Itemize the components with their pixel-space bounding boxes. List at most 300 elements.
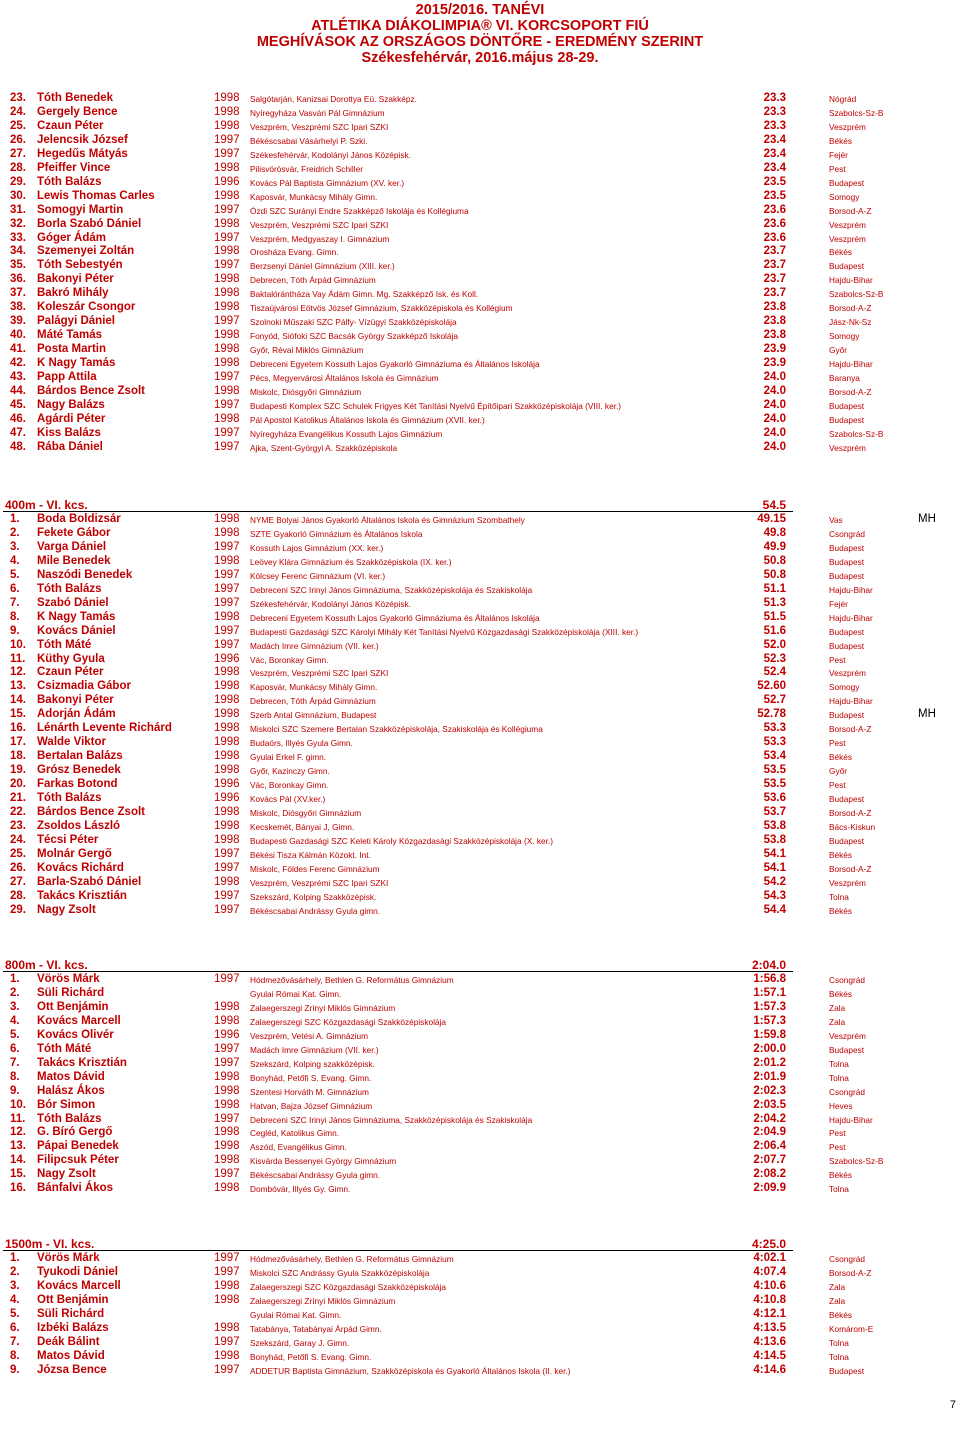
athlete-name: Bakonyi Péter bbox=[37, 694, 114, 707]
school-name: Miskolc, Diósgyőri Gimnázium bbox=[250, 386, 362, 397]
school-name: Székesfehérvár, Kodolányi János Középisk. bbox=[250, 149, 411, 160]
result-time: 54.3 bbox=[763, 889, 786, 902]
county-name: Budapest bbox=[829, 177, 865, 188]
school-name: Leövey Klára Gimnázium és Szakközépiskola (IX. ker.) bbox=[250, 556, 452, 567]
rank-cell: 48. bbox=[10, 440, 26, 453]
rank-cell: 25. bbox=[10, 847, 26, 860]
result-row bbox=[0, 820, 960, 834]
county-name: Budapest bbox=[829, 556, 865, 567]
rank-cell: 29. bbox=[10, 903, 26, 916]
result-row bbox=[0, 148, 960, 162]
school-name: Békéscsabai Vásárhelyi P. Szki. bbox=[250, 135, 368, 146]
birth-year: 1996 bbox=[214, 778, 240, 791]
county-name: Tolna bbox=[829, 1351, 849, 1362]
birth-year: 1997 bbox=[214, 133, 240, 146]
rank-cell: 2. bbox=[10, 1265, 20, 1278]
birth-year: 1998 bbox=[214, 217, 240, 230]
result-row bbox=[0, 792, 960, 806]
result-row bbox=[0, 1364, 960, 1378]
result-time: 23.3 bbox=[763, 92, 786, 104]
result-time: 4:10.8 bbox=[753, 1293, 786, 1306]
rank-cell: 11. bbox=[10, 652, 26, 665]
rank-cell: 13. bbox=[10, 1140, 26, 1153]
birth-year: 1998 bbox=[214, 245, 240, 258]
school-name: Békéscsabai Andrássy Gyula gimn. bbox=[250, 905, 381, 916]
rank-cell: 25. bbox=[10, 119, 26, 132]
result-row bbox=[0, 513, 960, 527]
result-row bbox=[0, 1266, 960, 1280]
athlete-name: Posta Martin bbox=[37, 343, 107, 356]
birth-year: 1997 bbox=[214, 889, 240, 902]
county-name: Zala bbox=[829, 1295, 846, 1306]
birth-year: 1997 bbox=[214, 638, 240, 651]
result-time: 23.6 bbox=[763, 231, 786, 244]
rank-cell: 6. bbox=[10, 582, 20, 595]
county-name: Veszprém bbox=[829, 877, 866, 888]
school-name: Zalaegerszegi SZC Közgazdasági Szakközépiskolája bbox=[250, 1016, 447, 1027]
result-time: 23.6 bbox=[763, 217, 786, 230]
county-name: Borsod-A-Z bbox=[829, 1267, 872, 1278]
school-name: Baktalórántháza Vay Ádám Gimn. Mg. Szakképző Isk. és Koll. bbox=[250, 289, 479, 300]
result-time: 23.7 bbox=[763, 287, 786, 300]
page-number: 7 bbox=[949, 1399, 956, 1411]
county-name: Zala bbox=[829, 1016, 846, 1027]
rank-cell: 31. bbox=[10, 203, 26, 216]
athlete-name: Nagy Balázs bbox=[37, 398, 105, 411]
result-time: 50.8 bbox=[763, 554, 786, 567]
result-time: 23.6 bbox=[763, 203, 786, 216]
county-name: Hajdu-Bihar bbox=[829, 275, 873, 286]
athlete-name: Pápai Benedek bbox=[37, 1140, 119, 1153]
county-name: Békés bbox=[829, 988, 853, 999]
result-row bbox=[0, 1182, 960, 1196]
rank-cell: 14. bbox=[10, 694, 26, 707]
result-time: 2:06.4 bbox=[753, 1140, 786, 1153]
school-name: Kovács Pál Baptista Gimnázium (XV. ker.) bbox=[250, 177, 405, 188]
county-name: Győr bbox=[829, 345, 847, 356]
athlete-name: Kovács Richárd bbox=[37, 861, 124, 874]
result-time: 23.7 bbox=[763, 259, 786, 272]
school-name: Győr, Révai Miklós Gimnázium bbox=[250, 345, 364, 356]
athlete-name: Küthy Gyula bbox=[37, 652, 105, 665]
athlete-name: Kovács Marcell bbox=[37, 1279, 121, 1292]
school-name: Miskolci SZC Andrássy Gyula Szakközépiskolája bbox=[250, 1267, 430, 1278]
result-row bbox=[0, 218, 960, 232]
rank-cell: 15. bbox=[10, 1168, 26, 1181]
county-name: Pest bbox=[829, 780, 846, 791]
school-name: Salgótarján, Kanizsai Dorottya Eü. Szakképz. bbox=[250, 94, 417, 104]
result-time: 49.9 bbox=[763, 540, 786, 553]
result-row bbox=[0, 106, 960, 120]
county-name: Budapest bbox=[829, 835, 865, 846]
rank-cell: 8. bbox=[10, 1070, 20, 1083]
school-name: Zalaegerszegi Zrínyi Miklós Gimnázium bbox=[250, 1295, 396, 1306]
result-time: 52.60 bbox=[757, 680, 786, 693]
birth-year: 1998 bbox=[214, 736, 240, 749]
result-row bbox=[0, 583, 960, 597]
county-name: Nógrád bbox=[829, 94, 857, 104]
result-row bbox=[0, 1029, 960, 1043]
athlete-name: Tóth Sebestyén bbox=[37, 259, 123, 272]
result-row bbox=[0, 1280, 960, 1294]
school-name: Gyulai Erkel F. gimn. bbox=[250, 752, 327, 763]
school-name: Pál Apostol Katolikus Általános Iskola és Gimnázium (XVII. ker.) bbox=[250, 414, 485, 425]
athlete-name: Nagy Zsolt bbox=[37, 903, 96, 916]
school-name: Cegléd, Katolikus Gimn. bbox=[250, 1128, 340, 1139]
rank-cell: 37. bbox=[10, 287, 26, 300]
birth-year: 1997 bbox=[214, 1335, 240, 1348]
athlete-name: Bánfalvi Ákos bbox=[37, 1182, 114, 1195]
result-time: 53.7 bbox=[763, 805, 786, 818]
school-name: Kaposvár, Munkácsy Mihály Gimn. bbox=[250, 682, 378, 693]
rank-cell: 7. bbox=[10, 1056, 20, 1069]
county-name: Somogy bbox=[829, 331, 860, 342]
result-row bbox=[0, 1336, 960, 1350]
result-time: 4:07.4 bbox=[753, 1265, 786, 1278]
county-name: Budapest bbox=[829, 1365, 865, 1376]
birth-year: 1998 bbox=[214, 1084, 240, 1097]
rank-cell: 23. bbox=[10, 819, 26, 832]
school-name: Bonyhád, Petőfi S. Evang. Gimn. bbox=[250, 1351, 372, 1362]
athlete-name: Mile Benedek bbox=[37, 554, 111, 567]
school-name: Madách Imre Gimnázium (VII. ker.) bbox=[250, 640, 379, 651]
birth-year: 1998 bbox=[214, 1000, 240, 1013]
county-name: Fejér bbox=[829, 598, 848, 609]
result-time: 24.0 bbox=[763, 398, 786, 411]
rank-cell: 44. bbox=[10, 384, 26, 397]
athlete-name: Tóth Balázs bbox=[37, 792, 102, 804]
athlete-name: Góger Ádám bbox=[37, 231, 107, 244]
birth-year: 1998 bbox=[214, 1279, 240, 1292]
birth-year: 1997 bbox=[214, 203, 240, 216]
rank-cell: 33. bbox=[10, 231, 26, 244]
rank-cell: 45. bbox=[10, 398, 26, 411]
birth-year: 1998 bbox=[214, 1349, 240, 1362]
result-time: 51.3 bbox=[763, 596, 786, 609]
rank-cell: 8. bbox=[10, 610, 20, 623]
result-time: 53.5 bbox=[763, 764, 786, 777]
school-name: Tatabánya, Tatabányai Árpád Gimn. bbox=[250, 1323, 382, 1334]
section-title: 800m - VI. kcs. bbox=[5, 958, 88, 972]
birth-year: 1997 bbox=[214, 1042, 240, 1055]
county-name: Csongrád bbox=[829, 1254, 865, 1264]
county-name: Pest bbox=[829, 1128, 846, 1139]
result-row bbox=[0, 441, 960, 455]
county-name: Szabolcs-Sz-B bbox=[829, 1156, 884, 1167]
result-row bbox=[0, 639, 960, 653]
county-name: Budapest bbox=[829, 640, 865, 651]
result-row bbox=[0, 1043, 960, 1057]
birth-year: 1996 bbox=[214, 792, 240, 804]
rank-cell: 18. bbox=[10, 750, 26, 763]
rank-cell: 9. bbox=[10, 1363, 20, 1376]
school-name: Budapesti Komplex SZC Schulek Frigyes Két Tanítási Nyelvű Építőipari Szakközépiskolája (VIII. ker.) bbox=[250, 400, 622, 411]
athlete-name: Józsa Bence bbox=[37, 1363, 107, 1376]
school-name: Budapesti Gazdasági SZC Keleti Károly Közgazdasági Szakközépiskolája (X. ker.) bbox=[250, 835, 553, 846]
school-name: Miskolc, Diósgyőri Gimnázium bbox=[250, 807, 362, 818]
county-name: Budapest bbox=[829, 1044, 865, 1055]
county-name: Budapest bbox=[829, 710, 865, 721]
result-row bbox=[0, 343, 960, 357]
rank-cell: 12. bbox=[10, 1126, 26, 1139]
school-name: Veszprém, Veszprémi SZC Ipari SZKI bbox=[250, 121, 389, 132]
athlete-name: Koleszár Csongor bbox=[37, 301, 136, 314]
school-name: Fonyód, Siófoki SZC Bacsák György Szakképző Iskolája bbox=[250, 331, 458, 342]
county-name: Pest bbox=[829, 1142, 846, 1153]
result-time: 2:09.9 bbox=[753, 1182, 786, 1195]
athlete-name: Deák Bálint bbox=[37, 1335, 100, 1348]
record-mark: MH bbox=[918, 513, 936, 525]
result-time: 53.8 bbox=[763, 833, 786, 846]
athlete-name: Szemenyei Zoltán bbox=[37, 245, 135, 258]
athlete-name: Tóth Máté bbox=[37, 638, 92, 651]
result-row bbox=[0, 694, 960, 708]
result-row bbox=[0, 806, 960, 820]
birth-year: 1998 bbox=[214, 301, 240, 314]
county-name: Somogy bbox=[829, 191, 860, 202]
rank-cell: 5. bbox=[10, 1307, 20, 1320]
birth-year: 1998 bbox=[214, 764, 240, 777]
school-name: Békési Tisza Kálmán Közokt. Int. bbox=[250, 849, 371, 860]
birth-year: 1998 bbox=[214, 1014, 240, 1027]
rank-cell: 17. bbox=[10, 736, 26, 749]
school-name: Pilisvörösvár, Freidrich Schiller bbox=[250, 163, 363, 174]
county-name: Csongrád bbox=[829, 975, 865, 985]
result-row bbox=[0, 625, 960, 639]
result-time: 51.1 bbox=[763, 582, 786, 595]
result-time: 24.0 bbox=[763, 371, 786, 383]
result-time: 52.4 bbox=[763, 666, 786, 679]
result-row bbox=[0, 1350, 960, 1364]
athlete-name: K Nagy Tamás bbox=[37, 357, 116, 370]
county-name: Békés bbox=[829, 135, 853, 146]
school-name: Dombóvár, Illyés Gy. Gimn. bbox=[250, 1184, 351, 1195]
athlete-name: Vörös Márk bbox=[37, 1252, 100, 1264]
athlete-name: Farkas Botond bbox=[37, 778, 118, 791]
rank-cell: 47. bbox=[10, 426, 26, 439]
school-name: Berzsenyi Dániel Gimnázium (XIII. ker.) bbox=[250, 261, 395, 272]
school-name: Kecskemét, Bányai J, Gimn. bbox=[250, 821, 355, 832]
athlete-name: Izbéki Balázs bbox=[37, 1321, 109, 1334]
county-name: Borsod-A-Z bbox=[829, 303, 872, 314]
birth-year: 1997 bbox=[214, 540, 240, 553]
result-time: 23.7 bbox=[763, 273, 786, 286]
school-name: Szekszárd, Kolping szakközépisk. bbox=[250, 1058, 375, 1069]
rank-cell: 10. bbox=[10, 638, 26, 651]
result-row bbox=[0, 273, 960, 287]
rank-cell: 2. bbox=[10, 986, 20, 999]
result-row bbox=[0, 555, 960, 569]
school-name: Hódmezővásárhely, Bethlen G. Református Gimnázium bbox=[250, 975, 454, 985]
result-row bbox=[0, 736, 960, 750]
birth-year: 1998 bbox=[214, 680, 240, 693]
birth-year: 1998 bbox=[214, 513, 240, 525]
county-name: Jász-Nk-Sz bbox=[829, 317, 872, 328]
result-time: 53.5 bbox=[763, 778, 786, 791]
result-row bbox=[0, 1099, 960, 1113]
rank-cell: 3. bbox=[10, 1000, 20, 1013]
school-name: Ózdi SZC Surányi Endre Szakképző Iskolája és Kollégiuma bbox=[250, 205, 469, 216]
school-name: Kossuth Lajos Gimnázium (XX. ker.) bbox=[250, 542, 384, 553]
birth-year: 1997 bbox=[214, 973, 240, 985]
birth-year: 1997 bbox=[214, 426, 240, 439]
rank-cell: 40. bbox=[10, 329, 26, 342]
school-name: Bonyhád, Petőfi S. Evang. Gimn. bbox=[250, 1072, 372, 1083]
birth-year: 1998 bbox=[214, 1070, 240, 1083]
athlete-name: K Nagy Tamás bbox=[37, 610, 116, 623]
school-name: Hatvan, Bajza József Gimnázium bbox=[250, 1100, 373, 1111]
rank-cell: 41. bbox=[10, 343, 26, 356]
school-name: NYME Bolyai János Gyakorló Általános Iskola és Gimnázium Szombathely bbox=[250, 515, 525, 525]
rank-cell: 4. bbox=[10, 1014, 20, 1027]
county-name: Tolna bbox=[829, 1072, 849, 1083]
school-name: Szolnoki Műszaki SZC Pálfy- Vízügyi Szakközépiskolája bbox=[250, 317, 457, 328]
result-row bbox=[0, 1252, 960, 1266]
county-name: Zala bbox=[829, 1281, 846, 1292]
result-time: 23.4 bbox=[763, 161, 786, 174]
school-name: Zalaegerszegi Zrínyi Miklós Gimnázium bbox=[250, 1002, 396, 1013]
rank-cell: 28. bbox=[10, 161, 26, 174]
result-time: 1:57.1 bbox=[753, 986, 786, 999]
result-row bbox=[0, 1126, 960, 1140]
result-row bbox=[0, 1113, 960, 1127]
result-row bbox=[0, 162, 960, 176]
result-time: 2:07.7 bbox=[753, 1154, 786, 1167]
county-name: Szabolcs-Sz-B bbox=[829, 107, 884, 118]
school-name: Veszprém, Veszprémi SZC Ipari SZKI bbox=[250, 877, 389, 888]
result-row bbox=[0, 134, 960, 148]
result-row bbox=[0, 1057, 960, 1071]
athlete-name: Csizmadia Gábor bbox=[37, 680, 131, 693]
county-name: Zala bbox=[829, 1002, 846, 1013]
birth-year: 1997 bbox=[214, 1056, 240, 1069]
birth-year: 1998 bbox=[214, 750, 240, 763]
result-row bbox=[0, 987, 960, 1001]
result-time: 4:14.5 bbox=[753, 1349, 786, 1362]
rank-cell: 1. bbox=[10, 513, 20, 525]
rank-cell: 22. bbox=[10, 805, 26, 818]
rank-cell: 10. bbox=[10, 1098, 26, 1111]
rank-cell: 43. bbox=[10, 371, 26, 383]
section-divider bbox=[3, 511, 793, 512]
result-time: 51.5 bbox=[763, 610, 786, 623]
result-time: 1:56.8 bbox=[753, 973, 786, 985]
result-time: 54.2 bbox=[763, 875, 786, 888]
result-row bbox=[0, 1085, 960, 1099]
athlete-name: Czaun Péter bbox=[37, 119, 104, 132]
athlete-name: Hegedűs Mátyás bbox=[37, 147, 128, 160]
athlete-name: Agárdi Péter bbox=[37, 412, 106, 425]
result-time: 23.7 bbox=[763, 245, 786, 258]
rank-cell: 5. bbox=[10, 568, 20, 581]
school-name: Kölcsey Ferenc Gimnázium (VI. ker.) bbox=[250, 570, 386, 581]
school-name: Tiszaújvárosi Eötvös József Gimnázium, Szakközépiskola és Kollégium bbox=[250, 303, 513, 314]
result-time: 24.0 bbox=[763, 440, 786, 453]
athlete-name: Somogyi Martin bbox=[37, 203, 124, 216]
section-divider bbox=[3, 971, 793, 972]
birth-year: 1998 bbox=[214, 384, 240, 397]
athlete-name: Papp Attila bbox=[37, 371, 97, 383]
school-name: Pécs, Megyervárosi Általános Iskola és Gimnázium bbox=[250, 373, 439, 383]
school-name: Veszprém, Veszprémi SZC Ipari SZKI bbox=[250, 668, 389, 679]
result-time: 53.3 bbox=[763, 736, 786, 749]
result-row bbox=[0, 708, 960, 722]
birth-year: 1998 bbox=[214, 694, 240, 707]
rank-cell: 5. bbox=[10, 1028, 20, 1041]
athlete-name: Varga Dániel bbox=[37, 540, 107, 553]
result-time: 1:57.3 bbox=[753, 1014, 786, 1027]
athlete-name: Gergely Bence bbox=[37, 105, 118, 118]
rank-cell: 24. bbox=[10, 833, 26, 846]
rank-cell: 6. bbox=[10, 1321, 20, 1334]
athlete-name: Kiss Balázs bbox=[37, 426, 101, 439]
result-row bbox=[0, 764, 960, 778]
qualifying-limit: 54.5 bbox=[762, 498, 786, 512]
school-name: Vác, Boronkay Gimn. bbox=[250, 654, 329, 665]
school-name: Szerb Antal Gimnázium, Budapest bbox=[250, 710, 377, 721]
birth-year: 1997 bbox=[214, 582, 240, 595]
result-time: 52.78 bbox=[757, 708, 786, 721]
athlete-name: Grósz Benedek bbox=[37, 764, 121, 777]
county-name: Szabolcs-Sz-B bbox=[829, 428, 884, 439]
rank-cell: 16. bbox=[10, 1182, 26, 1195]
result-row bbox=[0, 848, 960, 862]
result-row bbox=[0, 890, 960, 904]
result-row bbox=[0, 329, 960, 343]
result-row bbox=[0, 427, 960, 441]
athlete-name: Takács Krisztián bbox=[37, 1056, 127, 1069]
county-name: Békés bbox=[829, 752, 853, 763]
school-name: Gyulai Római Kat. Gimn. bbox=[250, 988, 342, 999]
athlete-name: G. Bíró Gergő bbox=[37, 1126, 113, 1139]
athlete-name: Ott Benjámin bbox=[37, 1293, 109, 1306]
result-row bbox=[0, 611, 960, 625]
county-name: Bács-Kiskun bbox=[829, 821, 876, 832]
result-time: 52.7 bbox=[763, 694, 786, 707]
result-time: 2:01.2 bbox=[753, 1056, 786, 1069]
result-row bbox=[0, 722, 960, 736]
result-time: 23.3 bbox=[763, 105, 786, 118]
section-title: 1500m - VI. kcs. bbox=[5, 1237, 95, 1251]
birth-year: 1997 bbox=[214, 398, 240, 411]
section-divider bbox=[3, 1250, 793, 1251]
rank-cell: 9. bbox=[10, 624, 20, 637]
athlete-name: Fekete Gábor bbox=[37, 526, 111, 539]
result-time: 51.6 bbox=[763, 624, 786, 637]
county-name: Hajdu-Bihar bbox=[829, 359, 873, 370]
county-name: Győr bbox=[829, 766, 847, 777]
rank-cell: 11. bbox=[10, 1112, 26, 1125]
rank-cell: 8. bbox=[10, 1349, 20, 1362]
birth-year: 1997 bbox=[214, 903, 240, 916]
birth-year: 1997 bbox=[214, 1112, 240, 1125]
rank-cell: 16. bbox=[10, 722, 26, 735]
result-row bbox=[0, 232, 960, 246]
school-name: Debrecen, Tóth Árpád Gimnázium bbox=[250, 275, 376, 286]
rank-cell: 26. bbox=[10, 133, 26, 146]
result-time: 49.15 bbox=[757, 513, 786, 525]
result-time: 2:04.2 bbox=[753, 1112, 786, 1125]
athlete-name: Bakonyi Péter bbox=[37, 273, 114, 286]
birth-year: 1997 bbox=[214, 315, 240, 328]
header-venue-date: Székesfehérvár, 2016.május 28-29. bbox=[361, 50, 599, 66]
rank-cell: 35. bbox=[10, 259, 26, 272]
county-name: Békés bbox=[829, 1309, 853, 1320]
county-name: Hajdu-Bihar bbox=[829, 584, 873, 595]
result-time: 4:02.1 bbox=[753, 1252, 786, 1264]
rank-cell: 7. bbox=[10, 596, 20, 609]
county-name: Veszprém bbox=[829, 1030, 866, 1041]
